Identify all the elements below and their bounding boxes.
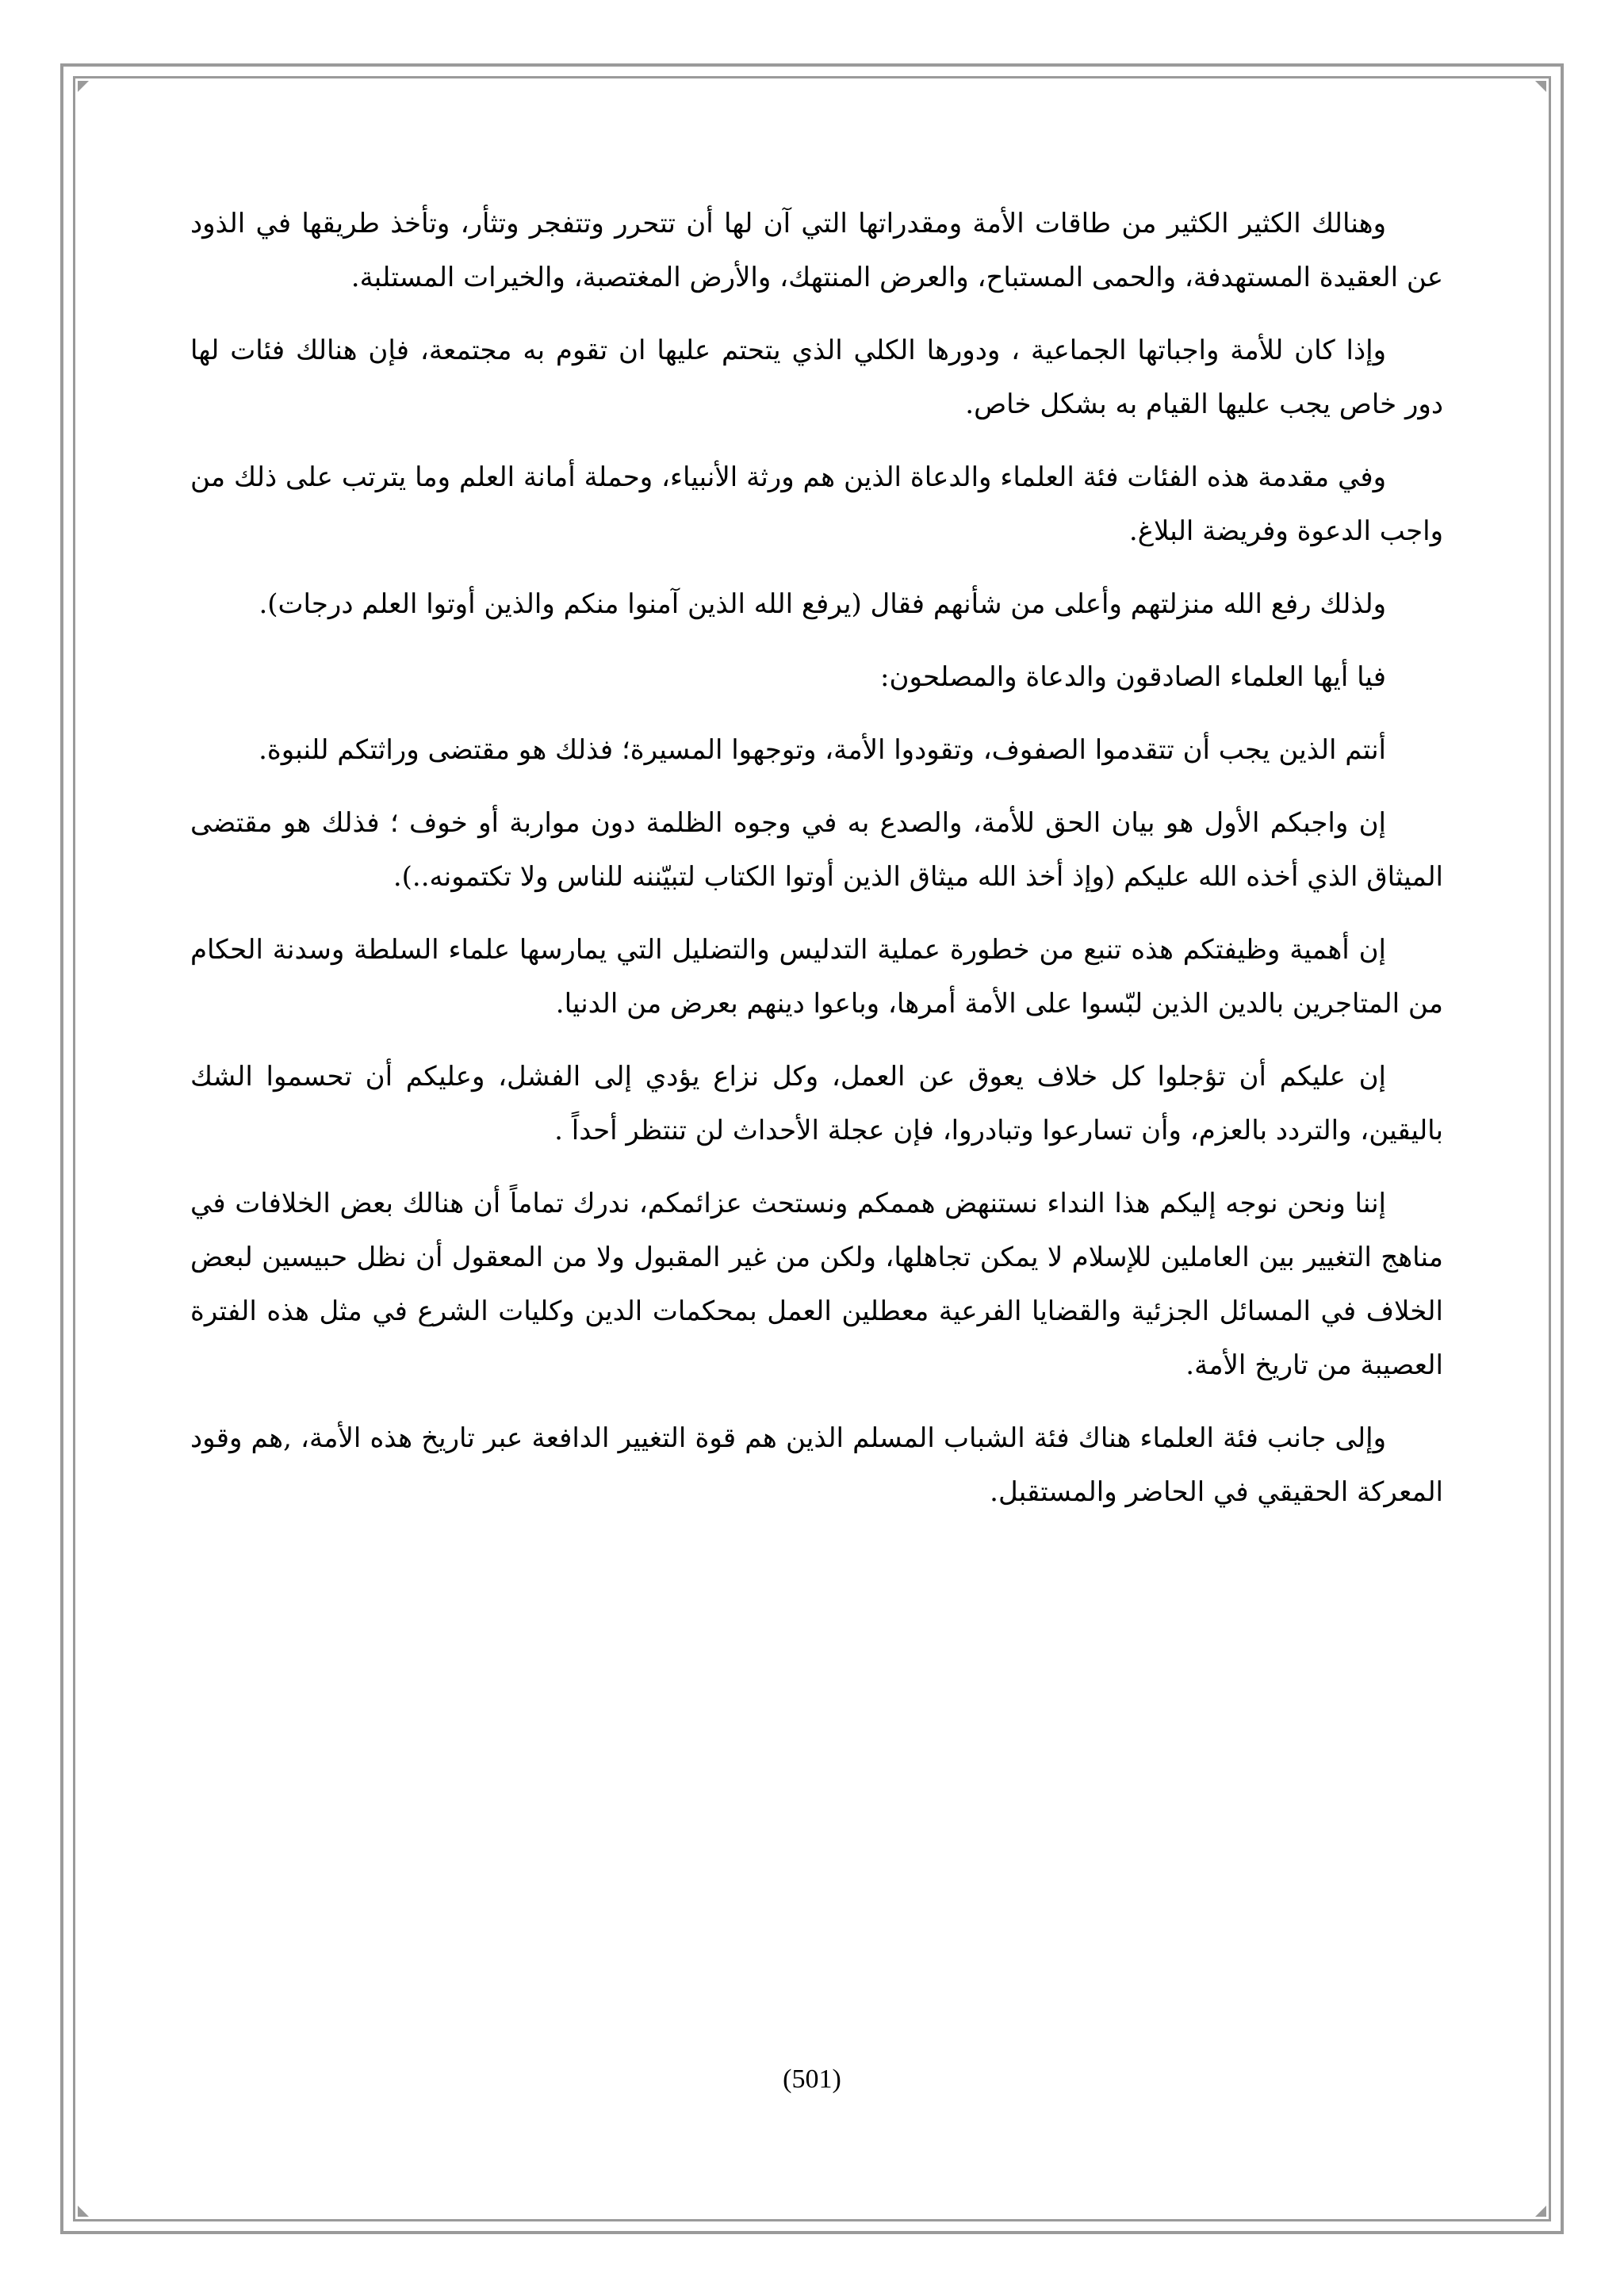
corner-ornament-top-left — [78, 81, 89, 92]
paragraph: وإلى جانب فئة العلماء هناك فئة الشباب المسلم الذين هم قوة التغيير الدافعة عبر تاريخ هذه الأمة، ,هم وقود المعركة الحقيقي في الحاضر والمستقبل. — [190, 1422, 1443, 1508]
paragraph: ولذلك رفع الله منزلتهم وأعلى من شأنهم فقال (يرفع الله الذين آمنوا منكم والذين أوتوا العلم درجات). — [259, 588, 1386, 620]
paragraph: إننا ونحن نوجه إليكم هذا النداء نستنهض هممكم ونستحث عزائمكم، ندرك تماماً أن هنالك بعض الخلافات في مناهج التغيير بين العاملين للإسلام لا يمكن تجاهلها، ولكن من غير المقبول ولا من المعقول أن نظل حبيسين لبعض الخلاف في المسائل الجزئية والقضايا الفرعية معطلين العمل بمحكمات الدين وكليات الشرع في مثل هذه الفترة العصيبة من تاريخ الأمة. — [190, 1188, 1443, 1381]
corner-ornament-top-right — [1535, 81, 1546, 92]
page-number: (501) — [783, 2064, 841, 2094]
corner-ornament-bottom-left — [78, 2206, 89, 2217]
paragraph: وفي مقدمة هذه الفئات فئة العلماء والدعاة الذين هم ورثة الأنبياء، وحملة أمانة العلم وما يترتب على ذلك من واجب الدعوة وفريضة البلاغ. — [190, 461, 1443, 547]
page-body — [190, 197, 1443, 1538]
paragraph: إن عليكم أن تؤجلوا كل خلاف يعوق عن العمل، وكل نزاع يؤدي إلى الفشل، وعليكم أن تحسموا الشك باليقين، والتردد بالعزم، وأن تسارعوا وتبادروا، فإن عجلة الأحداث لن تنتظر أحداً . — [190, 1061, 1443, 1146]
paragraph: فيا أيها العلماء الصادقون والدعاة والمصلحون: — [880, 661, 1386, 693]
corner-ornament-bottom-right — [1535, 2206, 1546, 2217]
paragraph: أنتم الذين يجب أن تتقدموا الصفوف، وتقودوا الأمة، وتوجهوا المسيرة؛ فذلك هو مقتضى وراثتكم للنبوة. — [259, 734, 1386, 766]
paragraph: إن واجبكم الأول هو بيان الحق للأمة، والصدع به في وجوه الظلمة دون مواربة أو خوف ؛ فذلك هو مقتضى الميثاق الذي أخذه الله عليكم (وإذ أخذ الله ميثاق الذين أوتوا الكتاب لتبيّننه للناس ولا تكتمونه..). — [190, 807, 1443, 893]
paragraph: إن أهمية وظيفتكم هذه تنبع من خطورة عملية التدليس والتضليل التي يمارسها علماء السلطة وسدنة الحكام من المتاجرين بالدين الذين لبّسوا على الأمة أمرها، وباعوا دينهم بعرض من الدنيا. — [190, 934, 1443, 1020]
paragraph: وهنالك الكثير الكثير من طاقات الأمة ومقدراتها التي آن لها أن تتحرر وتتفجر وتثأر، وتأخذ طريقها في الذود عن العقيدة المستهدفة، والحمى المستباح، والعرض المنتهك، والأرض المغتصبة، والخيرات المستلبة. — [190, 208, 1443, 293]
paragraph: وإذا كان للأمة واجباتها الجماعية ، ودورها الكلي الذي يتحتم عليها ان تقوم به مجتمعة، فإن هنالك فئات لها دور خاص يجب عليها القيام به بشكل خاص. — [190, 335, 1443, 420]
